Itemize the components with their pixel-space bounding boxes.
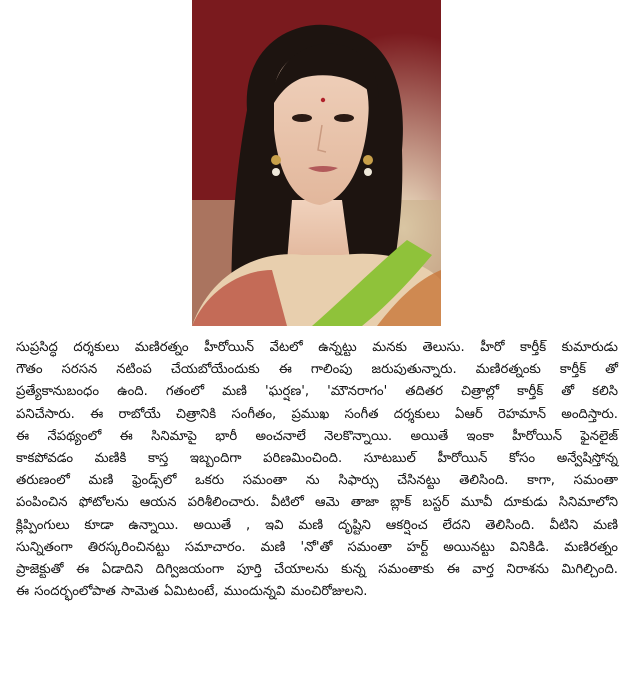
article-line: గౌతం సరసన నటింప చేయబోయేందుకు ఈ గాలింపు జరుపుతున్నారు. మణిరత్నంకు కార్తీక్ తో	[16, 362, 618, 378]
article-line: తరుణంలో మణి ఫ్రెండ్స్‌లో ఒకరు సమంతా ను సిఫార్సు చేసినట్టు తెలిసింది. కాగా, సమంతా	[16, 473, 618, 489]
article-line: ప్రాజెక్టుతో ఈ ఏడాదిని దిగ్విజయంగా పూర్తి చేయాలను కున్న సమంతాకు ఈ వార్త నిరాశను మిగిల్చింది.	[16, 562, 618, 578]
article-line: క్లిప్పింగులు కూడా ఉన్నాయి. అయితే , ఇవి మణి దృష్టిని ఆకర్షించ లేదని తెలిసింది. వీటిని మణి	[16, 517, 618, 533]
article-line: ఈ సందర్భంలోపాత సామెత ఏమిటంటే, ముందున్నవి మంచిరోజులని.	[16, 584, 368, 600]
portrait-illustration	[192, 0, 441, 326]
article-line: పనిచేసారు. ఈ రాబోయే చిత్రానికి సంగీతం, ప్రముఖ సంగీత దర్శకులు ఏఆర్ రెహమాన్ అందిస్తారు.	[16, 406, 618, 422]
article-body	[16, 337, 618, 603]
article-line: సుప్రసిద్ధ దర్శకులు మణిరత్నం హీరోయిన్ వేటలో ఉన్నట్టు మనకు తెలుసు. హీరో కార్తీక్ కుమారుడు	[16, 340, 618, 355]
actress-photo	[192, 0, 441, 326]
article-line: ప్రత్యేకానుబంధం ఉంది. గతంలో మణి 'ఘర్షణ', 'మౌనరాగం' తదితర చిత్రాల్లో కార్తీక్ తో కలిసి	[16, 384, 618, 400]
article-line: పంపించిన ఫోటోలను ఆయన పరిశీలించారు. వీటిలో ఆమె తాజా బ్లాక్ బస్టర్ మూవీ దూకుడు సినిమాలోని	[16, 495, 618, 511]
article-line: ఈ నేపథ్యంలో ఈ సినిమాపై భారీ అంచనాలే నెలకొన్నాయి. అయితే ఇంకా హీరోయిన్ ఫైనలైజ్	[16, 428, 618, 444]
article-line: కాకపోవడం మణికి కాస్త ఇబ్బందిగా పరిణమించింది. సూటబుల్ హీరోయిన్ కోసం అన్వేషిస్తోన్న	[16, 451, 618, 467]
article-line: సున్నితంగా తిరస్కరించినట్టు సమాచారం. మణి 'నో'తో సమంతా హర్ట్ అయినట్టు వినికిడి. మణిరత్నం	[16, 539, 618, 555]
